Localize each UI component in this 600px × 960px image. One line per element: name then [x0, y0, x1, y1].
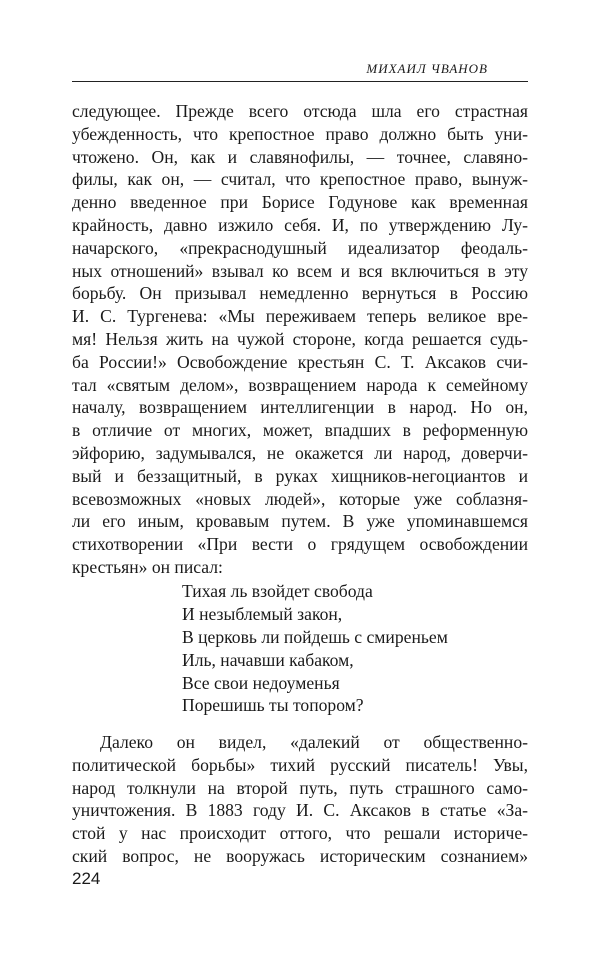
text-line: И. С. Тургенева: «Мы переживаем теперь великое вре-	[72, 306, 528, 327]
text-line: политической борьбы» тихий русский писатель! Увы,	[72, 754, 528, 775]
text-line: ли его иным, кровавым путем. В уже упоминавшемся	[72, 511, 528, 532]
text-line: следующее. Прежде всего отсюда шла его страстная	[72, 101, 528, 121]
text-line: борьбу. Он призывал немедленно вернуться в Россию	[72, 283, 528, 304]
page-number: 224	[72, 869, 101, 888]
paragraph-2	[72, 731, 528, 868]
text-line: ский вопрос, не вооружась историческим сознанием»	[72, 845, 528, 866]
text-line: уничтожения. В 1883 году И. С. Аксаков в статье «За-	[72, 800, 528, 821]
text-line: Далеко он видел, «далекий от общественно-	[100, 732, 528, 752]
paragraph-1	[72, 100, 528, 579]
text-line: эйфорию, задумывался, не окажется ли народ, доверчи-	[72, 442, 528, 463]
poem-quote	[182, 580, 448, 717]
text-line: убежденность, что крепостное право должно быть уни-	[72, 123, 528, 144]
text-line: стой у нас происходит оттого, что решали историче-	[72, 823, 528, 844]
text-line: денно введенное при Борисе Годунове как временная	[72, 192, 528, 213]
poem-verse: И незыблемый закон,	[182, 603, 343, 624]
text-line: крестьян» он писал:	[72, 556, 223, 577]
poem-verse: Иль, начавши кабаком,	[182, 649, 354, 670]
text-line: начарского, «прекраснодушный идеализатор феодаль-	[72, 237, 528, 258]
text-line: вый и беззащитный, в руках хищников-негоциантов и	[72, 465, 528, 486]
text-line: стихотворении «При вести о грядущем освобождении	[72, 534, 528, 555]
text-line: в отличие от многих, может, впадших в реформенную	[72, 420, 528, 441]
text-line: народ толкнули на второй путь, путь страшного само-	[72, 777, 528, 798]
text-line: крайность, давно изжило себя. И, по утверждению Лу-	[72, 214, 528, 235]
text-line: ных отношений» взывал ко всем и вся включиться в эту	[72, 260, 528, 281]
text-line: всевозможных «новых людей», которые уже соблазня-	[72, 488, 528, 509]
text-line: мя! Нельзя жить на чужой стороне, когда решается судь-	[72, 328, 528, 349]
running-head-author: МИХАИЛ ЧВАНОВ	[366, 61, 488, 76]
poem-verse: Порешишь ты топором?	[182, 695, 364, 716]
text-line: началу, возвращением интеллигенции в народ. Но он,	[72, 397, 528, 418]
text-line: тал «святым делом», возвращением народа к семейному	[72, 374, 528, 395]
running-head	[72, 57, 528, 82]
text-line: ба России!» Освобождение крестьян С. Т. Аксаков счи-	[72, 351, 528, 372]
text-line: филы, как он, — считал, что крепостное право, вынуж-	[72, 169, 528, 190]
poem-verse: Тихая ль взойдет свобода	[182, 581, 373, 601]
text-line: чтожено. Он, как и славянофилы, — точнее, славяно-	[72, 146, 528, 167]
poem-verse: В церковь ли пойдешь с смиреньем	[182, 626, 448, 647]
poem-verse: Все свои недоуменья	[182, 672, 340, 693]
